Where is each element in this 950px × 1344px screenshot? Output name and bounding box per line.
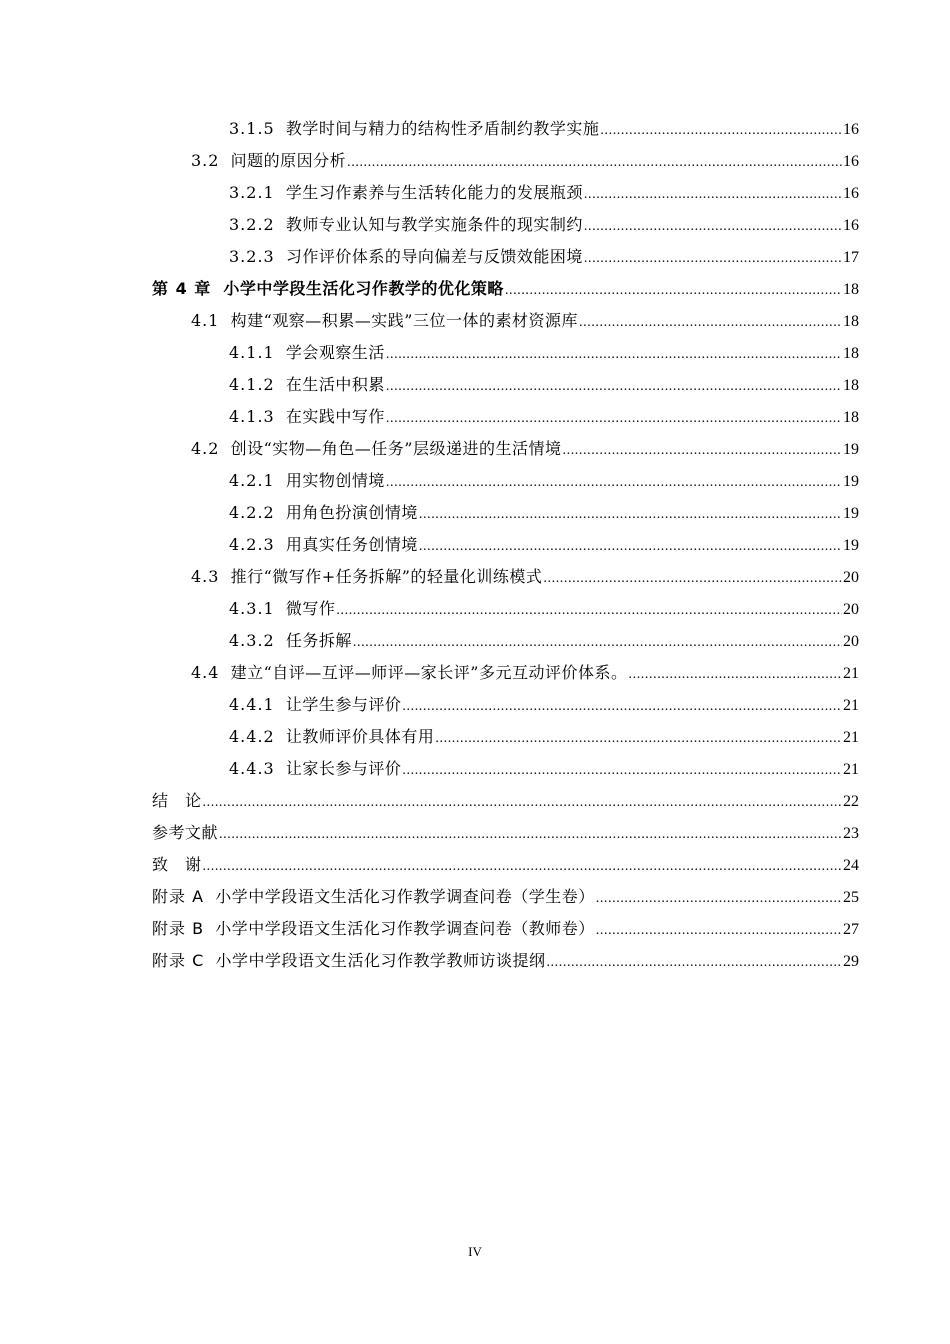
- toc-entry-title: 任务拆解: [285, 631, 352, 650]
- toc-entry-number: 4.3.2: [229, 631, 275, 650]
- toc-entry-number: 4.1.2: [229, 375, 275, 394]
- toc-entry-label: [229, 405, 385, 429]
- toc-entry-page: 20: [843, 633, 859, 650]
- toc-entry-title: 习作评价体系的导向偏差与反馈效能困境: [285, 247, 583, 266]
- toc-entry-number: 4.4.3: [229, 759, 275, 778]
- toc-entry-page: 21: [843, 665, 859, 682]
- toc-entry-label: [229, 213, 583, 237]
- toc-entry[interactable]: [0, 306, 950, 338]
- dot-leader: [584, 183, 842, 207]
- toc-entry-number: 3.2.2: [229, 215, 275, 234]
- dot-leader: [203, 791, 842, 815]
- toc-entry-label: [229, 181, 583, 205]
- toc-entry-number: 附录 C: [152, 951, 205, 970]
- toc-entry-page: 24: [843, 857, 859, 874]
- toc-entry-label: [152, 277, 504, 301]
- toc-entry-number: 4.1.3: [229, 407, 275, 426]
- dot-leader: [336, 599, 842, 623]
- dot-leader: [219, 823, 842, 847]
- toc-entry[interactable]: [0, 850, 950, 882]
- toc-entry-label: [229, 469, 385, 493]
- toc-entry-number: 3.2: [191, 151, 220, 170]
- toc-entry[interactable]: [0, 882, 950, 914]
- dot-leader: [584, 247, 842, 271]
- toc-entry-page: 25: [843, 889, 859, 906]
- toc-entry-label: [191, 437, 562, 461]
- dot-leader: [596, 887, 842, 911]
- toc-entry-title: 推行“微写作+任务拆解”的轻量化训练模式: [230, 567, 543, 586]
- toc-entry[interactable]: [0, 498, 950, 530]
- toc-entry[interactable]: [0, 594, 950, 626]
- toc-entry-title: 小学中学段生活化习作教学的优化策略: [223, 279, 504, 298]
- toc-entry-label: [152, 885, 595, 909]
- toc-entry-number: 附录 B: [152, 919, 205, 938]
- toc-entry-title: 在生活中积累: [285, 375, 385, 394]
- toc-entry-title: 让学生参与评价: [285, 695, 402, 714]
- dot-leader: [600, 119, 842, 143]
- toc-entry[interactable]: [0, 754, 950, 786]
- toc-entry-page: 18: [843, 313, 859, 330]
- toc-entry-page: 20: [843, 569, 859, 586]
- toc-entry-title: 微写作: [285, 599, 336, 618]
- toc-entry[interactable]: [0, 178, 950, 210]
- toc-entry-page: 29: [843, 953, 859, 970]
- toc-entry-title: 让教师评价具体有用: [285, 727, 435, 746]
- dot-leader: [629, 663, 843, 687]
- dot-leader: [402, 759, 842, 783]
- toc-entry-number: 3.2.3: [229, 247, 275, 266]
- toc-entry-page: 18: [843, 409, 859, 426]
- toc-entry-page: 22: [843, 793, 859, 810]
- toc-entry-label: [229, 341, 385, 365]
- toc-entry-label: [229, 501, 418, 525]
- toc-entry-page: 19: [843, 505, 859, 522]
- toc-entry[interactable]: [0, 818, 950, 850]
- toc-entry-number: 4.2.3: [229, 535, 275, 554]
- toc-entry[interactable]: [0, 786, 950, 818]
- toc-entry-label: [229, 757, 401, 781]
- toc-entry-page: 17: [843, 249, 859, 266]
- toc-entry-page: 20: [843, 601, 859, 618]
- toc-entry-number: 附录 A: [152, 887, 205, 906]
- toc-entry-page: 18: [843, 281, 859, 298]
- table-of-contents: [0, 114, 950, 978]
- page-number: IV: [468, 1244, 482, 1259]
- toc-entry-label: [152, 853, 202, 877]
- dot-leader: [402, 695, 842, 719]
- toc-entry-label: [152, 949, 545, 973]
- toc-entry[interactable]: [0, 402, 950, 434]
- toc-entry-number: 4.3: [191, 567, 220, 586]
- dot-leader: [353, 631, 842, 655]
- toc-entry-page: 21: [843, 697, 859, 714]
- toc-entry-label: [229, 373, 385, 397]
- toc-entry-title: 教师专业认知与教学实施条件的现实制约: [285, 215, 583, 234]
- toc-entry[interactable]: [0, 530, 950, 562]
- toc-entry[interactable]: [0, 914, 950, 946]
- toc-entry-label: [229, 597, 335, 621]
- toc-entry-label: [191, 565, 542, 589]
- toc-entry[interactable]: [0, 658, 950, 690]
- toc-entry-page: 16: [843, 185, 859, 202]
- toc-entry-number: 4.2.2: [229, 503, 275, 522]
- toc-entry-label: [152, 917, 595, 941]
- toc-entry-title: 小学中学段语文生活化习作教学教师访谈提纲: [215, 951, 546, 970]
- dot-leader: [546, 951, 842, 975]
- toc-entry-label: [152, 821, 218, 845]
- toc-entry-number: 4.2.1: [229, 471, 275, 490]
- toc-entry-title: 创设“实物—角色—任务”层级递进的生活情境: [230, 439, 562, 458]
- toc-entry-page: 19: [843, 441, 859, 458]
- dot-leader: [386, 471, 842, 495]
- toc-entry-number: 3.1.5: [229, 119, 275, 138]
- toc-entry[interactable]: [0, 370, 950, 402]
- dot-leader: [386, 375, 842, 399]
- toc-entry-page: 19: [843, 473, 859, 490]
- toc-entry-page: 16: [843, 153, 859, 170]
- toc-entry-page: 23: [843, 825, 859, 842]
- toc-entry-title: 学会观察生活: [285, 343, 385, 362]
- toc-entry-number: 4.2: [191, 439, 220, 458]
- toc-entry-title: 问题的原因分析: [230, 151, 347, 170]
- toc-entry[interactable]: [0, 466, 950, 498]
- toc-entry-page: 27: [843, 921, 859, 938]
- dot-leader: [543, 567, 842, 591]
- dot-leader: [596, 919, 842, 943]
- toc-entry-title: 学生习作素养与生活转化能力的发展瓶颈: [285, 183, 583, 202]
- toc-entry-page: 19: [843, 537, 859, 554]
- toc-entry[interactable]: [0, 114, 950, 146]
- toc-entry[interactable]: [0, 274, 950, 306]
- toc-entry-number: 3.2.1: [229, 183, 275, 202]
- dot-leader: [563, 439, 843, 463]
- toc-entry[interactable]: [0, 626, 950, 658]
- toc-entry[interactable]: [0, 946, 950, 978]
- toc-entry-number: 4.4: [191, 663, 220, 682]
- toc-entry-label: [229, 533, 418, 557]
- toc-entry[interactable]: [0, 562, 950, 594]
- toc-entry[interactable]: [0, 434, 950, 466]
- toc-entry-label: [191, 149, 346, 173]
- toc-entry-label: [191, 661, 628, 685]
- toc-entry[interactable]: [0, 242, 950, 274]
- toc-entry-title: 小学中学段语文生活化习作教学调查问卷（教师卷）: [215, 919, 595, 938]
- dot-leader: [435, 727, 842, 751]
- toc-entry-title: 小学中学段语文生活化习作教学调查问卷（学生卷）: [215, 887, 595, 906]
- toc-entry-page: 21: [843, 761, 859, 778]
- toc-entry-title: 用实物创情境: [285, 471, 385, 490]
- dot-leader: [386, 407, 842, 431]
- toc-entry-title: 构建“观察—积累—实践”三位一体的素材资源库: [230, 311, 578, 330]
- toc-entry[interactable]: [0, 210, 950, 242]
- toc-entry-title: 用角色扮演创情境: [285, 503, 418, 522]
- toc-entry-label: [229, 629, 352, 653]
- toc-entry-title: 教学时间与精力的结构性矛盾制约教学实施: [285, 119, 600, 138]
- dot-leader: [203, 855, 842, 879]
- dot-leader: [347, 151, 842, 175]
- dot-leader: [584, 215, 842, 239]
- dot-leader: [579, 311, 842, 335]
- toc-entry-title: 参考文献: [152, 823, 219, 842]
- toc-entry-label: [229, 693, 401, 717]
- toc-entry-title: 致 谢: [152, 855, 202, 874]
- toc-entry-title: 建立“自评—互评—师评—家长评”多元互动评价体系。: [230, 663, 628, 682]
- toc-entry-number: 4.1: [191, 311, 220, 330]
- toc-entry-title: 让家长参与评价: [285, 759, 402, 778]
- toc-entry-number: 4.4.2: [229, 727, 275, 746]
- toc-entry-page: 21: [843, 729, 859, 746]
- toc-entry[interactable]: [0, 338, 950, 370]
- toc-entry-title: 在实践中写作: [285, 407, 385, 426]
- toc-entry-label: [152, 789, 202, 813]
- dot-leader: [386, 343, 842, 367]
- toc-entry[interactable]: [0, 146, 950, 178]
- toc-entry-label: [229, 245, 583, 269]
- dot-leader: [419, 503, 842, 527]
- toc-entry[interactable]: [0, 722, 950, 754]
- toc-entry-number: 4.4.1: [229, 695, 275, 714]
- dot-leader: [419, 535, 842, 559]
- toc-entry-number: 第 4 章: [152, 279, 212, 298]
- toc-entry-page: 18: [843, 345, 859, 362]
- toc-entry-label: [229, 117, 599, 141]
- toc-entry-number: 4.1.1: [229, 343, 275, 362]
- dot-leader: [505, 279, 842, 303]
- toc-entry-page: 18: [843, 377, 859, 394]
- toc-entry[interactable]: [0, 690, 950, 722]
- toc-entry-label: [229, 725, 434, 749]
- toc-entry-title: 结 论: [152, 791, 202, 810]
- toc-entry-label: [191, 309, 578, 333]
- toc-entry-page: 16: [843, 217, 859, 234]
- toc-entry-number: 4.3.1: [229, 599, 275, 618]
- toc-entry-title: 用真实任务创情境: [285, 535, 418, 554]
- toc-entry-page: 16: [843, 121, 859, 138]
